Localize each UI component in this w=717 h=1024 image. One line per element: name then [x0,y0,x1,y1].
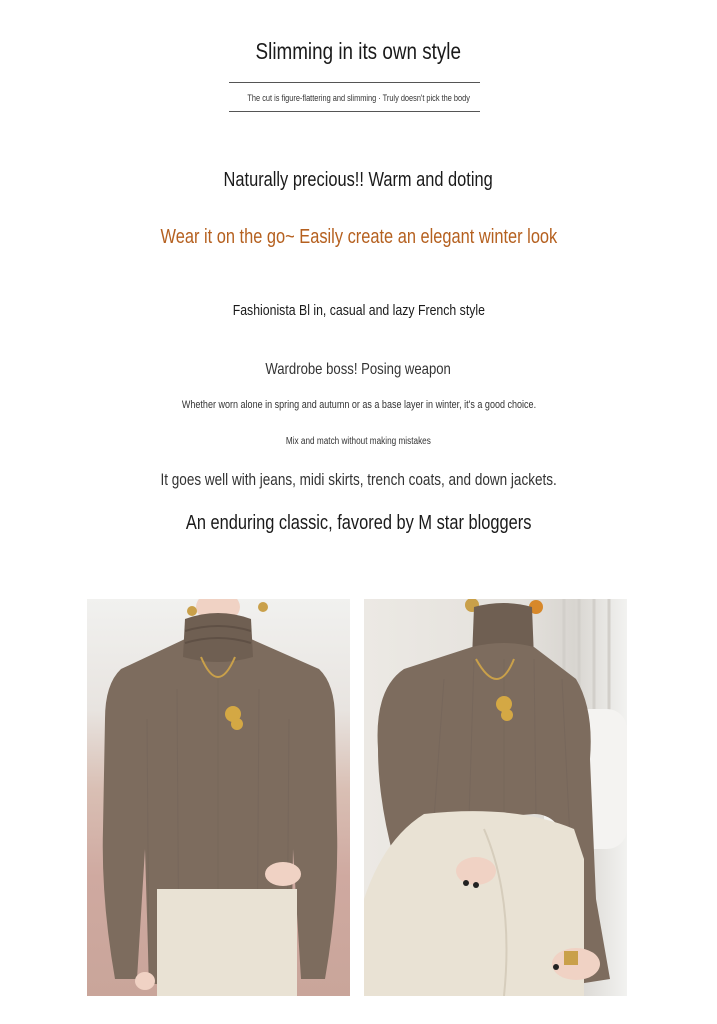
page-subtitle: The cut is figure-flattering and slimming · Truly doesn't pick the body [247,93,470,103]
description-pairings: It goes well with jeans, midi skirts, trench coats, and down jackets. [160,471,557,489]
description-seasons: Whether worn alone in spring and autumn or as a base layer in winter, it's a good choice. [181,399,536,411]
model-front-illustration [87,599,350,996]
title-top-divider [229,82,480,83]
description-mix-match: Mix and match without making mistakes [286,436,431,447]
tagline-classic: An enduring classic, favored by M star bloggers [185,512,532,534]
tagline-french-style: Fashionista Bl in, casual and lazy French style [232,302,485,319]
tagline-warm: Naturally precious!! Warm and doting [223,169,494,191]
tagline-accent: Wear it on the go~ Easily create an elegant winter look [160,226,557,248]
title-bottom-divider [229,111,480,112]
product-photo-front [87,599,350,996]
product-photo-seated [364,599,627,996]
tagline-wardrobe-boss: Wardrobe boss! Posing weapon [265,361,452,378]
page-title: Slimming in its own style [255,38,462,64]
model-seated-illustration [364,599,627,996]
